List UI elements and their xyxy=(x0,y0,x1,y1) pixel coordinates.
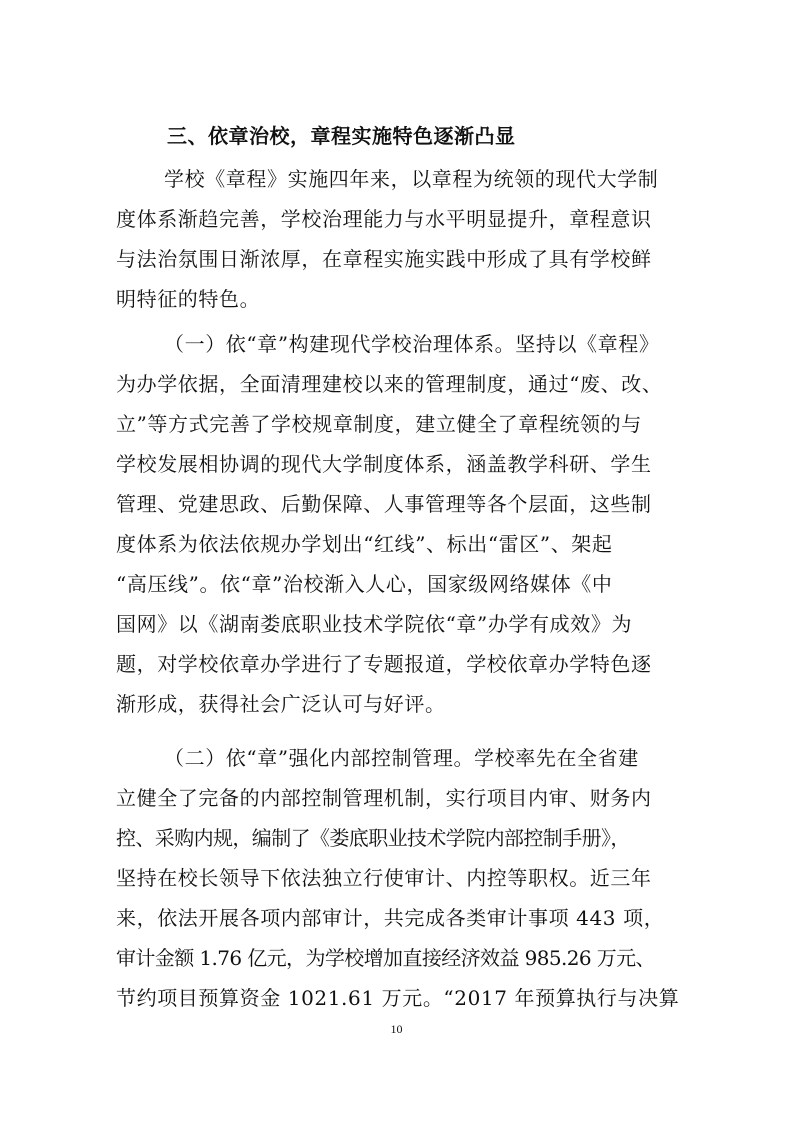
text-line: 控、采购内规，编制了《娄底职业技术学院内部控制手册》， xyxy=(116,826,630,850)
text-line: 渐形成，获得社会广泛认可与好评。 xyxy=(116,692,446,716)
text-line: 节约项目预算资金 1021.61 万元。“2017 年预算执行与决算 xyxy=(116,986,680,1010)
paragraph-governance xyxy=(116,324,686,724)
page-number: 10 xyxy=(390,1022,403,1036)
text-line: 为办学依据，全面清理建校以来的管理制度，通过“废、改、 xyxy=(116,372,663,396)
text-line: 明特征的特色。 xyxy=(116,287,261,311)
text-line: 度体系渐趋完善，学校治理能力与水平明显提升，章程意识 xyxy=(116,207,652,231)
text-line: 度体系为依法依规办学划出“红线”、标出“雷区”、架起 xyxy=(116,532,613,556)
text-line: 坚持在校长领导下依法独立行使审计、内控等职权。近三年 xyxy=(116,866,652,890)
text-line: 学校发展相协调的现代大学制度体系，涵盖教学科研、学生 xyxy=(116,452,652,476)
text-line: 立”等方式完善了学校规章制度，建立健全了章程统领的与 xyxy=(116,412,642,436)
paragraph-intro xyxy=(116,159,686,319)
text-line: 学校《章程》实施四年来，以章程为统领的现代大学制 xyxy=(164,167,659,191)
text-line: 来，依法开展各项内部审计，共完成各类审计事项 443 项， xyxy=(116,906,665,930)
text-line: “高压线”。依“章”治校渐入人心，国家级网络媒体《中 xyxy=(116,572,613,596)
text-line: 立健全了完备的内部控制管理机制，实行项目内审、财务内 xyxy=(116,786,652,810)
text-line: 题，对学校依章办学进行了专题报道，学校依章办学特色逐 xyxy=(116,652,652,676)
text-line: （一）依“章”构建现代学校治理体系。坚持以《章程》 xyxy=(164,332,660,356)
text-line: 国网》以《湖南娄底职业技术学院依“章”办学有成效》为 xyxy=(116,612,633,636)
text-line: 与法治氛围日渐浓厚，在章程实施实践中形成了具有学校鲜 xyxy=(116,247,652,271)
text-line: 管理、党建思政、后勤保障、人事管理等各个层面，这些制 xyxy=(116,492,652,516)
paragraph-internal-control xyxy=(116,738,686,1018)
text-line: （二）依“章”强化内部控制管理。学校率先在全省建 xyxy=(164,746,639,770)
section-heading: 三、依章治校，章程实施特色逐渐凸显 xyxy=(167,124,516,148)
text-line: 审计金额 1.76 亿元，为学校增加直接经济效益 985.26 万元、 xyxy=(116,946,655,970)
